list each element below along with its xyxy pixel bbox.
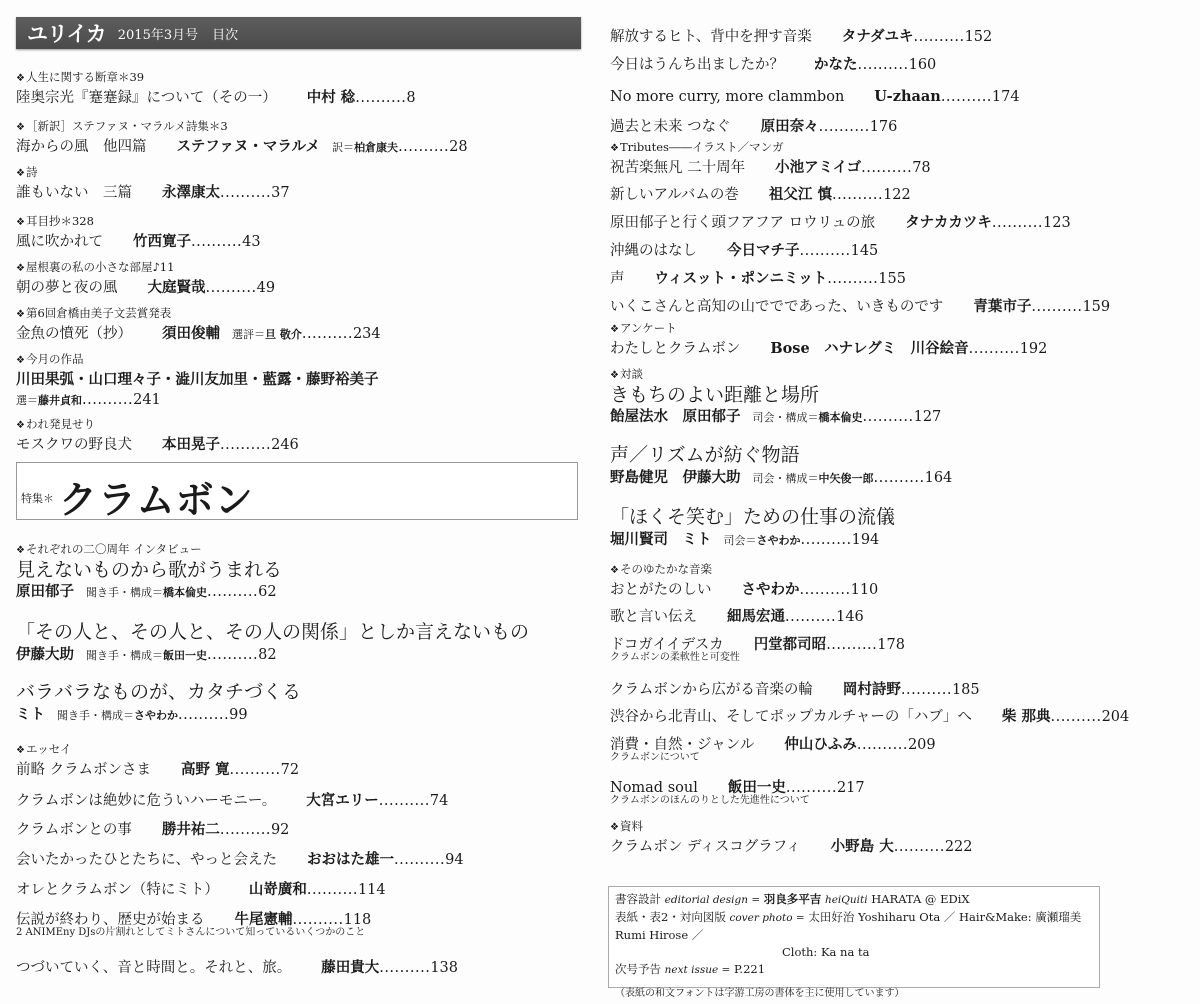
page-number: ..... 146 <box>785 609 864 625</box>
page-number: ..... 234 <box>302 326 381 342</box>
credit-role: 訳＝ <box>332 141 355 154</box>
author-name: 堀川賢司 ミト <box>610 531 712 548</box>
author-name: 大庭賢哉 <box>147 279 206 296</box>
designer-romaji: heiQuiti <box>824 894 868 906</box>
feature-name: クラムボン <box>59 478 254 522</box>
page-number: ..... 118 <box>293 912 372 928</box>
article-title: 風に吹かれて <box>16 234 103 250</box>
author-name: 竹西寛子 <box>133 233 191 250</box>
article-title: クラムボンとの事 <box>16 822 132 838</box>
credit-role: 選＝ <box>16 394 38 407</box>
toc-entry <box>16 850 464 870</box>
featured-authors: 川田果弧・山口理々子・澁川友加里・藍露・藤野裕美子 <box>16 371 379 388</box>
toc-entry <box>16 88 416 108</box>
article-subtitle: クラムボンの柔軟性と可変性 <box>610 652 740 663</box>
credits-box <box>608 886 1100 999</box>
page-number: ..... 192 <box>969 341 1048 357</box>
article-title: 原田郁子と行く頭フアフア ロウリュの旅 <box>610 215 876 231</box>
toc-entry <box>610 27 992 47</box>
page-number: ..... 152 <box>913 29 992 45</box>
page-number: ..... 209 <box>857 737 936 753</box>
section-category: ❖ 人生に関する断章＊39 <box>16 69 144 87</box>
page-number: ..... 155 <box>827 271 906 287</box>
article-title: モスクワの野良犬 <box>16 437 132 453</box>
article-title: 前略 クラムボンさま <box>16 762 151 778</box>
article-title: クラムボンから広がる音楽の輪 <box>610 682 813 698</box>
author-name: 永澤康太 <box>162 184 220 201</box>
toc-entry <box>16 137 468 158</box>
photo-en: cover photo = <box>729 912 805 924</box>
article-title: 海からの風 他四篇 <box>16 139 147 155</box>
credit-name: 橋本倫史 <box>818 411 863 424</box>
article-subtitle: 2 ANIMEny DJsの片割れとしてミトさんについて知っているいくつかのこと <box>16 927 366 938</box>
next-issue <box>615 961 1093 979</box>
credit-name: さやわか <box>134 709 178 722</box>
photo-label: 表紙・表2・対向図版 <box>615 910 726 924</box>
toc-entry <box>610 339 1047 359</box>
toc-entry <box>16 324 381 345</box>
credit <box>57 709 178 722</box>
article-title-large: きもちのよい距離と場所 <box>610 384 820 406</box>
toc-entry <box>610 158 931 178</box>
page-number: ..... 72 <box>230 762 300 778</box>
credit <box>724 534 801 547</box>
credit-role: 司会＝ <box>723 534 757 547</box>
author-name: 柴 那典 <box>1001 708 1051 725</box>
author-name: 本田晃子 <box>162 436 220 453</box>
article-title: わたしとクラムボン <box>610 341 741 357</box>
page-number: ..... 176 <box>819 119 898 135</box>
design-en: editorial design = <box>664 894 761 906</box>
page-number: ..... 82 <box>207 647 277 663</box>
article-subtitle: クラムボンのほんのりとした先進性について <box>610 795 810 806</box>
article-byline <box>610 468 952 489</box>
article-title: いくこさんと高知の山ででであった、いきものです <box>610 299 944 315</box>
page-number: ..... 92 <box>220 822 290 838</box>
article-title: つづいていく、音と時間と。それと、旅。 <box>16 960 292 976</box>
author-name: 円堂都司昭 <box>753 636 827 653</box>
page-number: ..... 43 <box>191 234 261 250</box>
magazine-header <box>16 17 581 49</box>
article-byline <box>610 407 941 428</box>
credit-name: 中矢俊一郎 <box>818 472 874 485</box>
section-category: ❖ Tributes――イラスト／マンガ <box>610 139 784 157</box>
next-page: P.221 <box>734 962 766 976</box>
toc-entry <box>16 820 289 840</box>
author-name: 原田郁子 <box>16 583 74 600</box>
page-number: ..... 74 <box>379 793 449 809</box>
credit-name: 藤井貞和 <box>38 394 82 407</box>
credit <box>86 649 207 662</box>
author-name: 中村 稔 <box>306 89 356 106</box>
toc-entry <box>610 117 897 137</box>
toc-entry <box>610 707 1129 727</box>
design-label: 書容設計 <box>615 892 661 906</box>
toc-label: 目次 <box>212 27 239 43</box>
author-name: さやわか <box>741 581 800 598</box>
page-number: ..... 49 <box>206 280 276 296</box>
author-name: 祖父江 慎 <box>768 186 832 203</box>
author-name: ステファヌ・マラルメ <box>176 138 321 155</box>
toc-entry <box>16 958 458 978</box>
author-name: タナカカツキ <box>905 214 992 231</box>
author-name: 仲山ひふみ <box>784 736 857 753</box>
credit-role: 選評＝ <box>232 328 265 341</box>
credit-role: 聞き手・構成＝ <box>86 586 163 599</box>
article-byline <box>610 530 879 551</box>
designer-name: 羽良多平吉 <box>763 892 822 906</box>
author-name: 高野 寛 <box>180 761 230 778</box>
toc-entry <box>16 791 448 811</box>
page-number: ..... 123 <box>992 215 1071 231</box>
author-name: 伊藤大助 <box>16 646 74 663</box>
toc-entry <box>610 607 864 627</box>
article-title-large: 見えないものから歌がうまれる <box>16 559 283 581</box>
article-title: 渋谷から北青山、そしてポップカルチャーの「ハブ」へ <box>610 709 972 725</box>
toc-entry <box>16 183 290 203</box>
toc-entry <box>610 241 878 261</box>
toc-entry <box>610 580 878 600</box>
article-title: 解放するヒト、背中を押す音楽 <box>610 29 812 45</box>
feature-box <box>16 462 578 520</box>
author-name: 今日マチ子 <box>727 242 800 259</box>
credit <box>232 328 302 341</box>
page-number: ..... 178 <box>826 637 905 653</box>
article-title: 金魚の憤死（抄） <box>16 326 132 342</box>
author-name: 飯田一史 <box>727 779 786 796</box>
feature-label: 特集＊ <box>21 492 54 505</box>
toc-entry <box>16 435 299 455</box>
article-title: 会いたかったひとたちに、やっと会えた <box>16 852 277 868</box>
section-category: ❖ 資料 <box>610 818 643 836</box>
article-title: おとがたのしい <box>610 582 712 598</box>
article-title: クラムボン ディスコグラフィ <box>610 839 801 855</box>
author-name: 須田俊輔 <box>162 325 220 342</box>
article-subtitle: クラムボンについて <box>610 752 700 763</box>
article-title: クラムボンは絶妙に危ういハーモニー。 <box>16 793 277 809</box>
author-name: おおはた雄一 <box>307 851 394 868</box>
section-category: ❖ アンケート <box>610 320 677 338</box>
author-name: 牛尾憲輔 <box>234 911 293 928</box>
page-number: ..... 174 <box>941 89 1020 105</box>
author-name: Bose ハナレグミ 川谷絵音 <box>770 340 969 357</box>
article-title: 祝苦楽無凡 二十周年 <box>610 160 746 176</box>
toc-entry <box>610 55 936 75</box>
article-title: 過去と未来 つなぐ <box>610 119 731 135</box>
section-category: ❖ 耳目抄＊328 <box>16 213 94 231</box>
toc-entry <box>16 880 386 900</box>
toc-entry <box>16 278 275 298</box>
page-number: ..... 122 <box>832 187 911 203</box>
font-note: （表紙の和文フォントは字游工房の書体を主に使用しています） <box>615 988 905 999</box>
credit-role: 聞き手・構成＝ <box>86 649 163 662</box>
article-title: ドコガイイデスカ <box>610 637 724 653</box>
section-category: ❖ 詩 <box>16 164 37 182</box>
author-name: 小池アミイゴ <box>775 159 862 176</box>
article-title: オレとクラムボン（特にミト） <box>16 882 219 898</box>
credit-role: 司会・構成＝ <box>752 411 819 424</box>
toc-entry <box>610 837 973 857</box>
credit-name: 橋本倫史 <box>163 586 207 599</box>
author-name: U-zhaan <box>874 88 941 105</box>
article-byline <box>16 645 277 666</box>
author-name: 岡村詩野 <box>842 681 901 698</box>
page-number: ..... 114 <box>307 882 386 898</box>
article-title-large: バラバラなものが、カタチづくる <box>16 681 302 703</box>
article-title-large: 声／リズムが紡ぐ物語 <box>610 444 800 466</box>
page-number: ..... 28 <box>398 139 468 155</box>
article-title: 沖縄のはなし <box>610 243 697 259</box>
credit-role: 司会・構成＝ <box>752 472 819 485</box>
article-title: 陸奥宗光『蹇蹇録』について（その一） <box>16 90 277 106</box>
page-number: ..... 160 <box>858 57 937 73</box>
section-category: ❖ ［新訳］ステファヌ・マラルメ詩集＊3 <box>16 118 228 136</box>
page-number: ..... 159 <box>1031 299 1110 315</box>
article-byline <box>16 705 248 726</box>
page-number: ..... 246 <box>220 437 299 453</box>
author-name: 野島健児 伊藤大助 <box>610 469 741 486</box>
toc-entry <box>610 213 1071 233</box>
article-byline <box>16 390 161 411</box>
toc-entry <box>16 232 261 252</box>
toc-entry <box>16 760 299 780</box>
credit-name: 飯田一史 <box>163 649 207 662</box>
section-category: ❖ 対談 <box>610 366 643 384</box>
section-category: ❖ 第6回倉橋由美子文芸賞発表 <box>16 305 171 323</box>
issue-date: 2015年3月号 <box>117 27 199 43</box>
photo-text: 太田好治 Yoshiharu Ota ／ Hair&Make: 廣瀬瑠美 Rumi Hirose ／ <box>615 910 1082 942</box>
article-title: 消費・自然・ジャンル <box>610 737 755 753</box>
page-number: ..... 145 <box>800 243 879 259</box>
article-title: 誰もいない 三篇 <box>16 185 132 201</box>
credit-role: 聞き手・構成＝ <box>57 709 134 722</box>
author-name: 山嵜廣和 <box>248 881 307 898</box>
page-number: ..... 241 <box>82 392 161 408</box>
cloth-credit: Cloth: Ka na ta <box>782 945 870 959</box>
article-byline <box>16 582 277 603</box>
page-number: ..... 37 <box>220 185 290 201</box>
designer-studio: HARATA @ EDiX <box>871 892 970 906</box>
author-name: 藤田貴大 <box>321 959 380 976</box>
credit <box>753 411 863 424</box>
page-number: ..... 8 <box>355 90 415 106</box>
article-title: 朝の夢と夜の風 <box>16 280 118 296</box>
section-category: ❖ エッセイ <box>16 741 71 759</box>
next-en: next issue = <box>664 964 731 976</box>
page-number: ..... 217 <box>786 780 865 796</box>
page-number: ..... 78 <box>861 160 931 176</box>
author-name: 青葉市子 <box>973 298 1032 315</box>
page-number: ..... 185 <box>901 682 980 698</box>
page-number: ..... 164 <box>874 470 953 486</box>
section-category: ❖ われ発見せり <box>16 416 95 434</box>
toc-entry <box>610 269 906 289</box>
author-name: タナダユキ <box>841 28 914 45</box>
credit <box>16 394 82 407</box>
section-category: ❖ それぞれの二〇周年 インタビュー <box>16 541 202 559</box>
page-number: ..... 138 <box>379 960 458 976</box>
page-number: ..... 99 <box>178 707 248 723</box>
article-title: 伝説が終わり、歴史が始まる <box>16 912 205 928</box>
author-name: かなた <box>814 56 858 73</box>
credit <box>86 586 207 599</box>
article-title: 新しいアルバムの巻 <box>610 187 739 203</box>
article-title-large: 「その人と、その人と、その人の関係」としか言えないもの <box>16 621 530 643</box>
photo-credit <box>615 909 1093 944</box>
section-category: ❖ 屋根裏の私の小さな部屋♪11 <box>16 259 174 277</box>
toc-entry <box>610 87 1020 107</box>
credit <box>753 472 874 485</box>
page-number: ..... 62 <box>207 584 277 600</box>
page-number: ..... 204 <box>1050 709 1129 725</box>
author-name: 勝井祐二 <box>161 821 220 838</box>
page-number: ..... 127 <box>863 409 942 425</box>
section-category: ❖ そのゆたかな音楽 <box>610 561 712 579</box>
author-name: 細馬宏通 <box>727 608 785 625</box>
credit-name: さやわか <box>756 534 801 547</box>
author-name: 飴屋法水 原田郁子 <box>610 408 741 425</box>
article-title: 歌と言い伝え <box>610 609 697 625</box>
article-title: No more curry, more clammbon <box>610 89 845 105</box>
article-title: 声 <box>610 271 625 287</box>
author-name: 原田奈々 <box>760 118 819 135</box>
design-credit <box>615 891 1093 909</box>
toc-entry <box>610 185 911 205</box>
credit <box>332 141 398 154</box>
credit-name: 柏倉康夫 <box>354 141 399 154</box>
article-title: Nomad soul <box>610 780 698 796</box>
author-name: ミト <box>16 706 45 723</box>
next-label: 次号予告 <box>615 962 661 976</box>
credit-name: 旦 敬介 <box>265 328 302 341</box>
author-name: 小野島 大 <box>830 838 894 855</box>
article-title-large: 「ほくそ笑む」ための仕事の流儀 <box>610 506 896 528</box>
section-category: ❖ 今月の作品 <box>16 351 83 369</box>
page-number: ..... 222 <box>894 839 973 855</box>
toc-entry <box>610 297 1110 317</box>
article-title: 今日はうんち出ましたか？ <box>610 57 784 73</box>
author-name: ウィスット・ポンニミット <box>654 270 828 287</box>
page-number: ..... 94 <box>394 852 464 868</box>
toc-entry <box>610 680 980 700</box>
page-number: ..... 110 <box>800 582 879 598</box>
magazine-logo: ユリイカ <box>27 22 106 46</box>
author-name: 大宮エリー <box>306 792 379 809</box>
page-number: ..... 194 <box>801 532 880 548</box>
